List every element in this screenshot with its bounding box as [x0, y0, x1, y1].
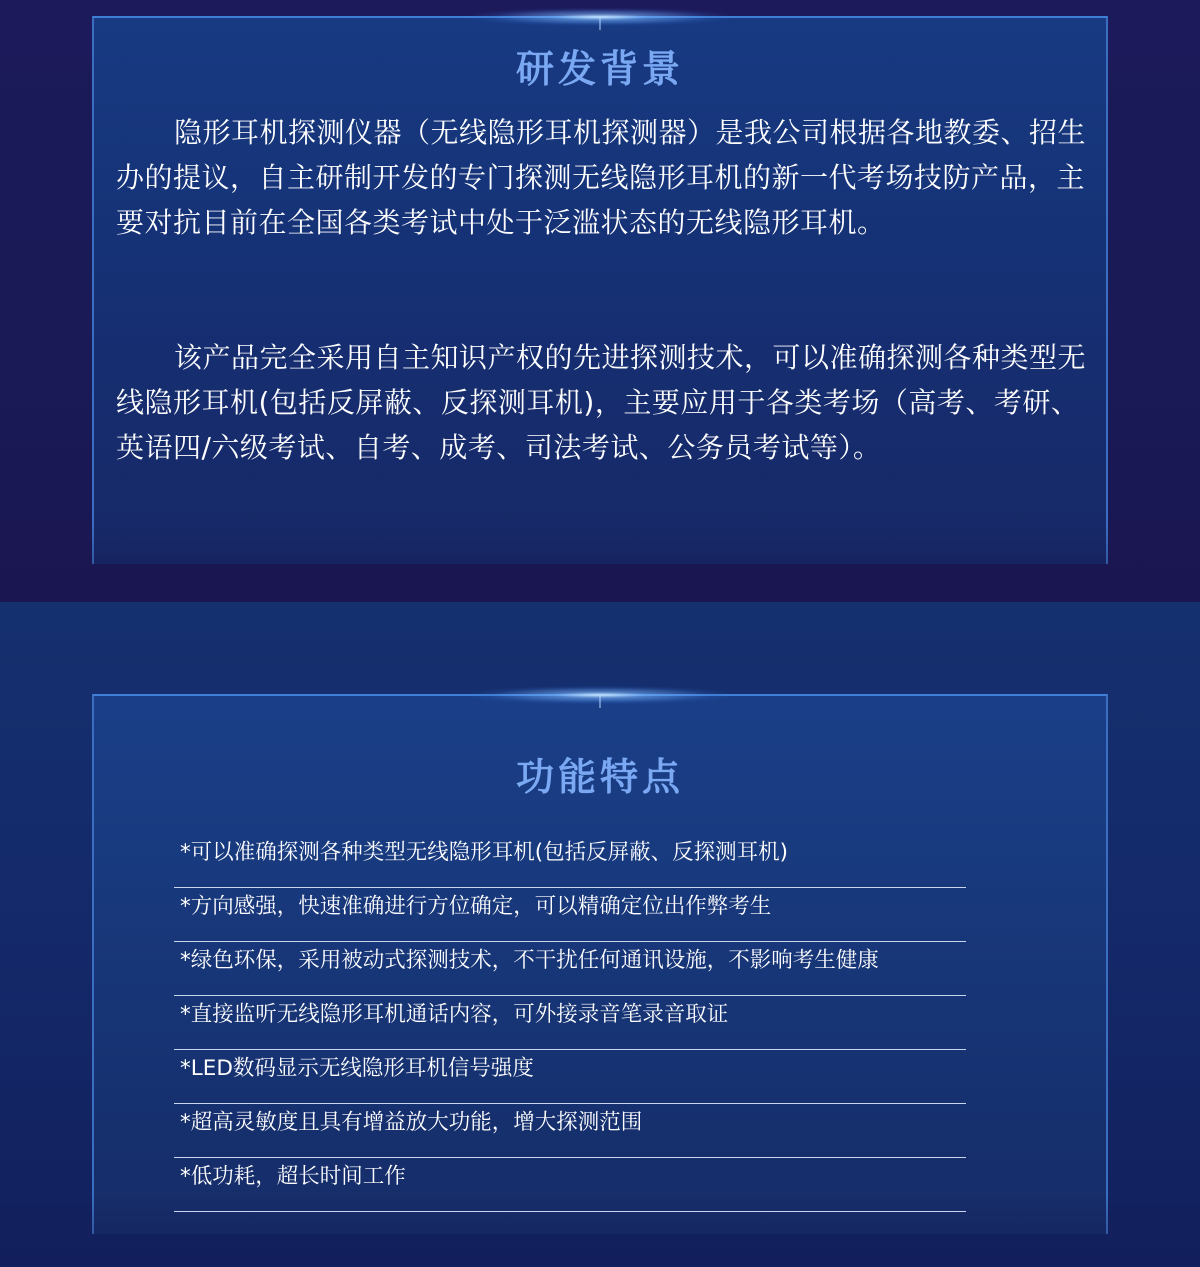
background-paragraph-1: 隐形耳机探测仪器（无线隐形耳机探测器）是我公司根据各地教委、招生办的提议，自主研制开发的专门探测无线隐形耳机的新一代考场技防产品，主要对抗目前在全国各类考试中处于泛滥状态的无线隐形耳机。 — [116, 116, 1087, 239]
feature-item: *低功耗，超长时间工作 — [174, 1158, 966, 1212]
feature-item: *可以准确探测各种类型无线隐形耳机(包括反屏蔽、反探测耳机) — [174, 834, 966, 888]
features-list — [174, 834, 966, 1212]
background-section-title: 研发背景 — [515, 46, 684, 91]
feature-item: *LED数码显示无线隐形耳机信号强度 — [174, 1050, 966, 1104]
panel-top-glow-line — [599, 16, 601, 30]
feature-item: *绿色环保，采用被动式探测技术，不干扰任何通讯设施，不影响考生健康 — [174, 942, 966, 996]
features-section-title: 功能特点 — [515, 754, 684, 799]
feature-item: *超高灵敏度且具有增益放大功能，增大探测范围 — [174, 1104, 966, 1158]
panel-top-glow-line — [599, 694, 601, 708]
feature-item: *直接监听无线隐形耳机通话内容，可外接录音笔录音取证 — [174, 996, 966, 1050]
feature-item: *方向感强，快速准确进行方位确定，可以精确定位出作弊考生 — [174, 888, 966, 942]
background-panel — [92, 16, 1108, 564]
background-paragraph-2: 该产品完全采用自主知识产权的先进探测技术，可以准确探测各种类型无线隐形耳机(包括反屏蔽、反探测耳机)，主要应用于各类考场（高考、考研、英语四/六级考试、自考、成考、司法考试、公务员考试等）。 — [116, 341, 1087, 464]
